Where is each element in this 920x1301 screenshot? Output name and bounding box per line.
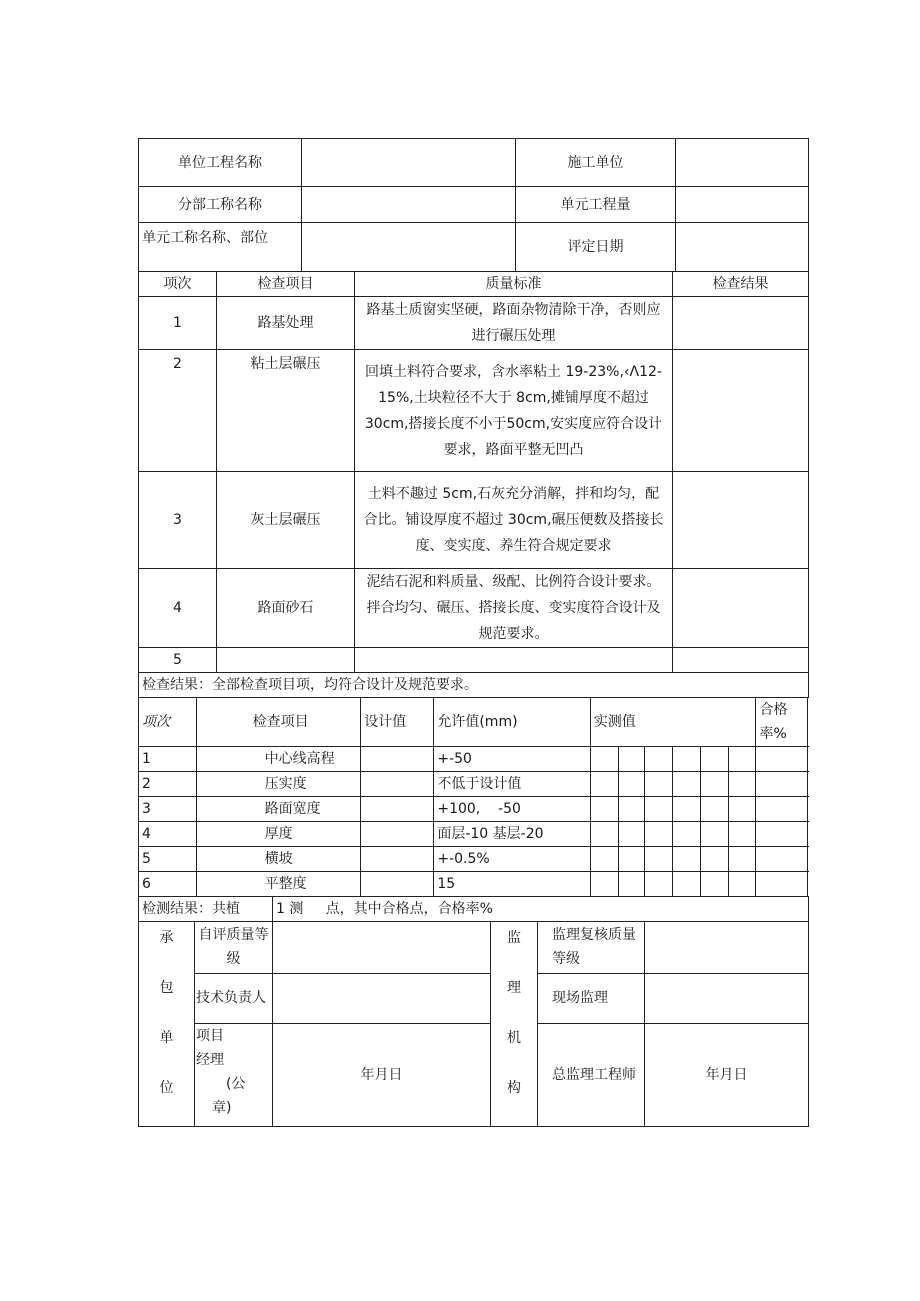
contractor-org-label [139,922,195,1127]
col-header-item: 检查项目 [217,272,355,297]
row-item: 平整度 [196,872,361,897]
measured-cell[interactable] [645,822,673,847]
col-header-standard: 质量标准 [355,272,673,297]
measured-cell[interactable] [728,797,756,822]
row-no: 2 [139,772,197,797]
row-design[interactable] [361,772,434,797]
row-item: 路基处理 [217,297,355,350]
measured-cell[interactable] [590,822,618,847]
row-standard: 路基土质窗实坚硬，路面杂物清除干净，否则应进行碾压处理 [355,297,673,350]
table-row [139,822,808,847]
measured-cell[interactable] [673,772,701,797]
supervisor-char: 构 [507,1080,521,1096]
measured-cell[interactable] [618,872,645,897]
row-pass-rate[interactable] [756,872,808,897]
row-tolerance: 15 [434,872,590,897]
row-design[interactable] [361,797,434,822]
row-item: 中心线高程 [196,747,361,772]
row-design[interactable] [361,872,434,897]
review-grade-label: 监理复核质量等级 [538,922,645,974]
col-header-measured: 实测值 [590,698,756,747]
eval-date-field[interactable] [676,223,809,272]
row-design[interactable] [361,847,434,872]
measured-cell[interactable] [590,797,618,822]
measured-cell[interactable] [728,847,756,872]
measured-cell[interactable] [700,747,728,772]
pm-label-line: 章) [212,1099,232,1116]
unit-project-name-label: 单位工程名称 [139,139,302,187]
col-header-pass-rate: 合格率% [756,698,808,747]
supervisor-char: 理 [507,980,521,996]
measured-cell[interactable] [618,822,645,847]
measured-cell[interactable] [700,772,728,797]
col-header-result: 检查结果 [673,272,809,297]
col-header-no: 项次 [139,272,217,297]
unit-quantity-field[interactable] [676,187,809,223]
supervisor-org-label [491,922,538,1127]
review-grade-field[interactable] [645,922,809,974]
contractor-char: 包 [159,980,174,996]
table-row [139,747,808,772]
measured-cell[interactable] [645,872,673,897]
row-tolerance: +100, -50 [434,797,590,822]
measured-cell[interactable] [590,847,618,872]
col-header-tolerance: 允许值(mm) [434,698,590,747]
measured-cell[interactable] [700,822,728,847]
measurement-result-label: 检测结果：共植 [139,897,273,922]
measured-cell[interactable] [590,872,618,897]
row-standard: 回填土料符合要求，含水率粘土 19-23%,‹Λ12-15%,土块粒径不大于 8cm,摊铺厚度不超过 30cm,搭接长度不小于50cm,安实度应符合设计要求，路面平整无凹凸 [355,350,673,472]
unit-name-label: 单元工称名称、部位 [139,223,302,272]
measured-cell[interactable] [728,772,756,797]
unit-quantity-label: 单元工程量 [516,187,676,223]
supervisor-char: 监 [507,930,521,946]
measured-cell[interactable] [645,772,673,797]
row-pass-rate[interactable] [756,822,808,847]
division-name-label: 分部工称名称 [139,187,302,223]
eval-date-label: 评定日期 [516,223,676,272]
row-item: 厚度 [196,822,361,847]
table-row [139,872,808,897]
row-tolerance: +-50 [434,747,590,772]
measured-cell[interactable] [645,747,673,772]
table-row [139,350,809,472]
measured-cell[interactable] [673,847,701,872]
row-pass-rate[interactable] [756,797,808,822]
row-item: 横坡 [196,847,361,872]
table-row [139,472,809,569]
measured-cell[interactable] [700,797,728,822]
measured-cell[interactable] [645,797,673,822]
measured-cell[interactable] [673,797,701,822]
contractor-label: 施工单位 [516,139,676,187]
measured-cell[interactable] [700,872,728,897]
measured-cell[interactable] [673,872,701,897]
self-grade-field[interactable] [273,922,491,974]
standards-table [138,271,809,698]
pm-label-line: 项目 [196,1027,224,1044]
inspection-summary: 检查结果：全部检查项目项，均符合设计及规范要求。 [139,673,809,698]
col-header-design: 设计值 [361,698,434,747]
contractor-char: 承 [159,930,174,946]
self-grade-label: 自评质量等级 [195,922,273,974]
row-item: 压实度 [196,772,361,797]
table-row [139,648,809,673]
row-no: 4 [139,569,217,648]
row-tolerance: +-0.5% [434,847,590,872]
col-header-no: 项次 [139,698,197,747]
table-row [139,772,808,797]
row-pass-rate[interactable] [756,747,808,772]
row-pass-rate[interactable] [756,847,808,872]
row-no: 5 [139,648,217,673]
row-no: 5 [139,847,197,872]
row-result[interactable] [673,350,809,472]
pm-label-line: 经理 [196,1051,224,1068]
row-result[interactable] [673,472,809,569]
row-no: 4 [139,822,197,847]
contractor-char: 单 [159,1030,174,1046]
table-row [139,569,809,648]
measured-cell[interactable] [618,797,645,822]
row-item: 路面宽度 [196,797,361,822]
contractor-field[interactable] [676,139,809,187]
row-item: 路面砂石 [217,569,355,648]
table-row [139,297,809,350]
supervisor-date[interactable]: 年月日 [645,1023,809,1126]
form-body [138,138,808,1127]
measured-cell[interactable] [673,747,701,772]
chief-supervisor-label: 总监理工程师 [538,1023,645,1126]
row-no: 1 [139,747,197,772]
row-pass-rate[interactable] [756,772,808,797]
measurement-table [138,697,808,897]
row-result[interactable] [673,569,809,648]
pm-label [195,1023,273,1126]
row-item: 灰土层碾压 [217,472,355,569]
row-result[interactable] [673,297,809,350]
row-tolerance: 面层-10 基层-20 [434,822,590,847]
unit-name-field[interactable] [302,223,516,272]
signoff-table [138,921,809,1127]
pm-label-line: (公 [226,1075,246,1092]
measured-cell[interactable] [618,747,645,772]
measured-cell[interactable] [728,822,756,847]
table-row [139,847,808,872]
row-standard: 土料不趣过 5cm,石灰充分消解，拌和均匀，配合比。铺设厚度不超过 30cm,碾压便数及搭接长度、变实度、养生符合规定要求 [355,472,673,569]
row-design[interactable] [361,822,434,847]
header-table [138,138,809,272]
measured-cell[interactable] [590,772,618,797]
measured-cell[interactable] [673,822,701,847]
col-header-item: 检查项目 [196,698,361,747]
row-no: 3 [139,472,217,569]
row-tolerance: 不低于设计值 [434,772,590,797]
tech-lead-label: 技术负责人 [195,973,273,1023]
contractor-char: 位 [159,1080,174,1096]
row-result[interactable] [673,648,809,673]
row-standard[interactable] [355,648,673,673]
measured-cell[interactable] [618,847,645,872]
unit-project-name-field[interactable] [302,139,516,187]
measured-cell[interactable] [700,847,728,872]
measurement-result-table [138,896,809,922]
measured-cell[interactable] [645,847,673,872]
row-item[interactable] [217,648,355,673]
site-supervisor-field[interactable] [645,973,809,1023]
measured-cell[interactable] [590,747,618,772]
site-supervisor-label: 现场监理 [538,973,645,1023]
measurement-result-text: 1 测 点，其中合格点，合格率% [273,897,809,922]
row-no: 1 [139,297,217,350]
row-standard: 泥结石泥和料质量、级配、比例符合设计要求。拌合均匀、碾压、搭接长度、变实度符合设计及规范要求。 [355,569,673,648]
division-name-field[interactable] [302,187,516,223]
row-no: 6 [139,872,197,897]
row-design[interactable] [361,747,434,772]
measured-cell[interactable] [618,772,645,797]
row-no: 3 [139,797,197,822]
table-row [139,797,808,822]
measured-cell[interactable] [728,872,756,897]
row-item: 粘土层碾压 [217,350,355,472]
row-no: 2 [139,350,217,472]
supervisor-char: 机 [507,1030,521,1046]
contractor-date[interactable]: 年月日 [273,1023,491,1126]
tech-lead-field[interactable] [273,973,491,1023]
measured-cell[interactable] [728,747,756,772]
